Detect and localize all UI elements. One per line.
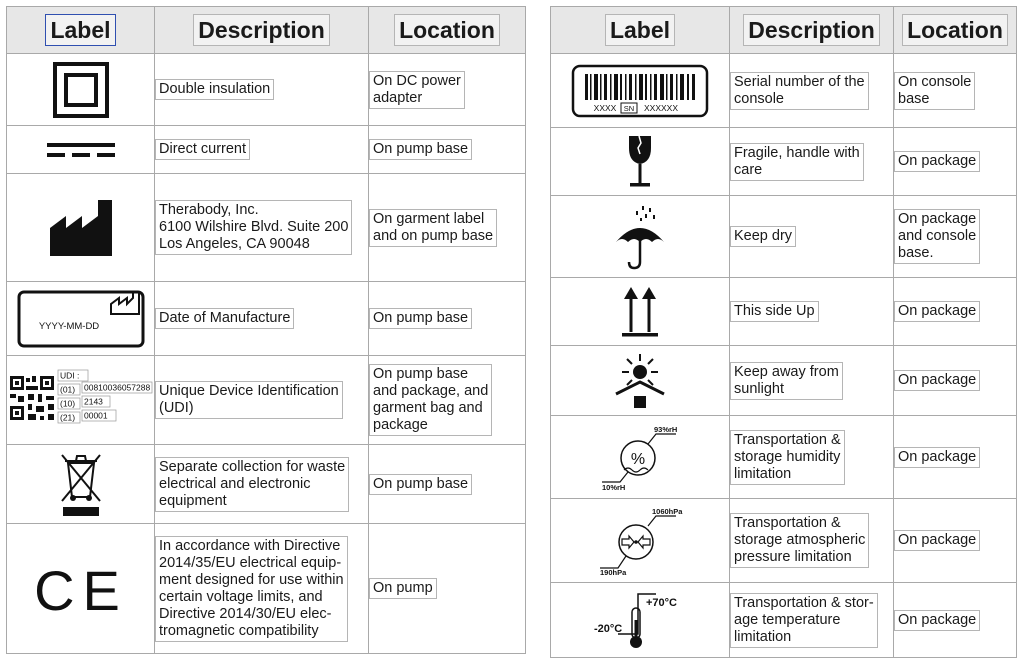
text-line: On package [898, 303, 977, 319]
symbols-table-left [6, 6, 526, 654]
text-line: Therabody, Inc. [159, 202, 259, 218]
ce-mark-text: CE [33, 558, 128, 622]
table-row [7, 126, 526, 174]
temperature-limitation-icon [551, 583, 730, 658]
table-row [551, 346, 1017, 416]
table-row [551, 128, 1017, 196]
text-line: On garment label [373, 210, 485, 227]
serial-sn-text: SN [623, 103, 635, 113]
text-box [894, 151, 980, 172]
location-cell [369, 54, 526, 126]
text-line: On package [898, 611, 977, 628]
text-line: On package [898, 372, 977, 388]
text-box [155, 308, 294, 329]
description-cell [730, 196, 894, 278]
udi-serial-text: 00001 [83, 410, 108, 421]
manufacturer-icon [7, 174, 155, 282]
text-box [730, 143, 864, 181]
text-line: On package [898, 211, 977, 227]
text-line: Separate collection for waste [159, 458, 346, 475]
text-box [155, 200, 352, 255]
text-line: Los Angeles, CA 90048 [159, 236, 310, 252]
location-cell [894, 196, 1017, 278]
humidity-min-text: 10%rH [602, 483, 626, 492]
date-of-manufacture-icon [7, 282, 155, 356]
header-label: Label [551, 7, 730, 54]
text-box [369, 364, 492, 436]
text-box [730, 513, 869, 568]
text-line: Transportation & [734, 431, 841, 448]
table-row [551, 583, 1017, 658]
serial-number-barcode-icon [551, 54, 730, 128]
description-cell [155, 445, 369, 524]
atmospheric-pressure-icon [551, 499, 730, 583]
text-line: base [898, 90, 930, 107]
text-box [369, 71, 465, 109]
description-cell [155, 524, 369, 654]
text-line: equipment [159, 492, 227, 509]
serial-prefix-text: XXXX [593, 102, 617, 113]
location-cell [369, 126, 526, 174]
text-box [155, 457, 349, 512]
table-row [7, 524, 526, 654]
text-line: 6100 Wilshire Blvd. Suite 200 [159, 219, 349, 235]
text-box [369, 474, 472, 495]
table-row [7, 356, 526, 445]
text-box [730, 593, 878, 648]
text-line: limitation [734, 465, 792, 482]
this-side-up-icon [551, 278, 730, 346]
location-cell [894, 128, 1017, 196]
location-cell [894, 583, 1017, 658]
description-cell [730, 499, 894, 583]
date-placeholder-text: YYYY-MM-DD [38, 320, 99, 332]
description-cell [730, 54, 894, 128]
text-line: sunlight [734, 380, 784, 397]
header-description: Description [730, 7, 894, 54]
location-cell [894, 346, 1017, 416]
text-box [894, 447, 980, 468]
text-box [730, 226, 796, 247]
location-cell [369, 356, 526, 445]
text-box [730, 430, 845, 485]
text-line: Double insulation [159, 81, 271, 97]
location-cell [894, 278, 1017, 346]
description-cell [155, 356, 369, 445]
text-line: base. [898, 245, 934, 261]
text-line: Unique Device Identification [159, 383, 339, 399]
udi-ai-21-text: (21) [59, 412, 75, 423]
text-line: On pump base [373, 141, 469, 157]
text-line: Fragile, handle with [734, 144, 860, 161]
text-line: Transportation & stor- [734, 594, 874, 611]
udi-ai-10-text: (10) [59, 398, 75, 409]
udi-ai-01-text: (01) [59, 384, 75, 395]
text-line: In accordance with Directive [159, 537, 341, 554]
location-cell [369, 524, 526, 654]
text-line: certain voltage limits, and [159, 588, 323, 605]
header-location: Location [894, 7, 1017, 54]
text-line: ment designed for use within [159, 571, 344, 588]
text-box [894, 370, 980, 391]
text-box [894, 72, 975, 110]
text-line: On pump base [373, 310, 469, 326]
description-cell [155, 282, 369, 356]
humidity-max-text: 93%rH [654, 425, 678, 434]
text-line: and console [898, 228, 977, 244]
direct-current-icon [7, 126, 155, 174]
fragile-glass-icon [551, 128, 730, 196]
description-cell [730, 128, 894, 196]
text-line: pressure limitation [734, 549, 852, 565]
location-cell [369, 445, 526, 524]
text-line: 2014/35/EU electrical equip- [159, 554, 342, 571]
table-row [7, 54, 526, 126]
location-cell [369, 174, 526, 282]
text-line: On package [898, 532, 977, 548]
symbols-table-right [550, 6, 1017, 658]
text-line: Date of Manufacture [159, 310, 291, 326]
location-cell [894, 54, 1017, 128]
text-line: On package [898, 153, 977, 169]
ce-mark-icon [7, 524, 155, 654]
table-row [551, 54, 1017, 128]
table-row [551, 196, 1017, 278]
header-label: Label [7, 7, 155, 54]
text-line: and on pump base [373, 227, 494, 244]
text-line: storage atmospheric [734, 532, 866, 548]
description-cell [155, 54, 369, 126]
location-cell [894, 416, 1017, 499]
text-line: Direct current [159, 141, 247, 157]
text-line: limitation [734, 628, 792, 645]
text-line: Keep dry [734, 228, 793, 244]
udi-lot-text: 2143 [83, 396, 103, 407]
text-box [730, 72, 869, 110]
table-row [551, 416, 1017, 499]
text-box [730, 301, 819, 322]
text-line: and package, and [373, 383, 489, 399]
text-box [730, 362, 843, 400]
description-cell [730, 416, 894, 499]
text-box [369, 578, 437, 599]
text-line: package [373, 417, 428, 433]
text-line: Directive 2014/30/EU elec- [159, 605, 332, 622]
location-cell [894, 499, 1017, 583]
header-description: Description [155, 7, 369, 54]
description-cell [155, 126, 369, 174]
text-box [369, 209, 497, 247]
text-line: garment bag and [373, 400, 483, 416]
text-line: On pump [373, 580, 433, 596]
table-row [7, 174, 526, 282]
humidity-limitation-icon [551, 416, 730, 499]
text-line: (UDI) [159, 400, 194, 416]
text-line: On pump base [373, 475, 469, 492]
pressure-min-text: 190hPa [600, 567, 627, 577]
text-line: storage humidity [734, 448, 841, 465]
weee-bin-icon [7, 445, 155, 524]
text-line: care [734, 161, 763, 178]
header-location: Location [369, 7, 526, 54]
pressure-max-text: 1060hPa [652, 506, 683, 516]
text-box [894, 530, 980, 551]
text-box [155, 139, 250, 160]
text-line: This side Up [734, 303, 815, 319]
table-row [551, 499, 1017, 583]
text-box [894, 610, 980, 631]
description-cell [730, 278, 894, 346]
text-line: On DC power [373, 72, 461, 89]
double-insulation-icon [7, 54, 155, 126]
udi-qr-icon [7, 356, 155, 445]
text-line: Keep away from [734, 363, 839, 380]
table-row [7, 282, 526, 356]
text-line: On pump base [373, 366, 469, 382]
text-line: age temperature [734, 611, 841, 628]
table-header-row [7, 7, 526, 54]
text-box [369, 308, 472, 329]
humidity-percent-text: % [630, 451, 646, 468]
table-header-row [551, 7, 1017, 54]
text-line: On console [898, 73, 972, 90]
text-box [369, 139, 472, 160]
udi-gtin-text: 00810036057288 [83, 382, 150, 393]
text-line: Serial number of the [734, 73, 865, 90]
keep-dry-umbrella-icon [551, 196, 730, 278]
text-line: Transportation & [734, 515, 841, 531]
temperature-max-text: +70°C [646, 597, 678, 609]
text-line: tromagnetic compatibility [159, 622, 319, 639]
text-box [155, 381, 343, 419]
text-line: On package [898, 448, 977, 465]
table-row [7, 445, 526, 524]
keep-away-from-sunlight-icon [551, 346, 730, 416]
table-row [551, 278, 1017, 346]
text-box [155, 536, 348, 642]
udi-title-text: UDI : [59, 370, 79, 381]
text-line: electrical and electronic [159, 475, 311, 492]
temperature-min-text: -20°C [594, 623, 623, 635]
description-cell [155, 174, 369, 282]
text-box [894, 209, 980, 264]
location-cell [369, 282, 526, 356]
text-line: console [734, 90, 784, 107]
text-line: adapter [373, 89, 423, 106]
serial-suffix-text: XXXXXX [643, 102, 679, 113]
text-box [155, 79, 274, 100]
description-cell [730, 583, 894, 658]
text-box [894, 301, 980, 322]
description-cell [730, 346, 894, 416]
